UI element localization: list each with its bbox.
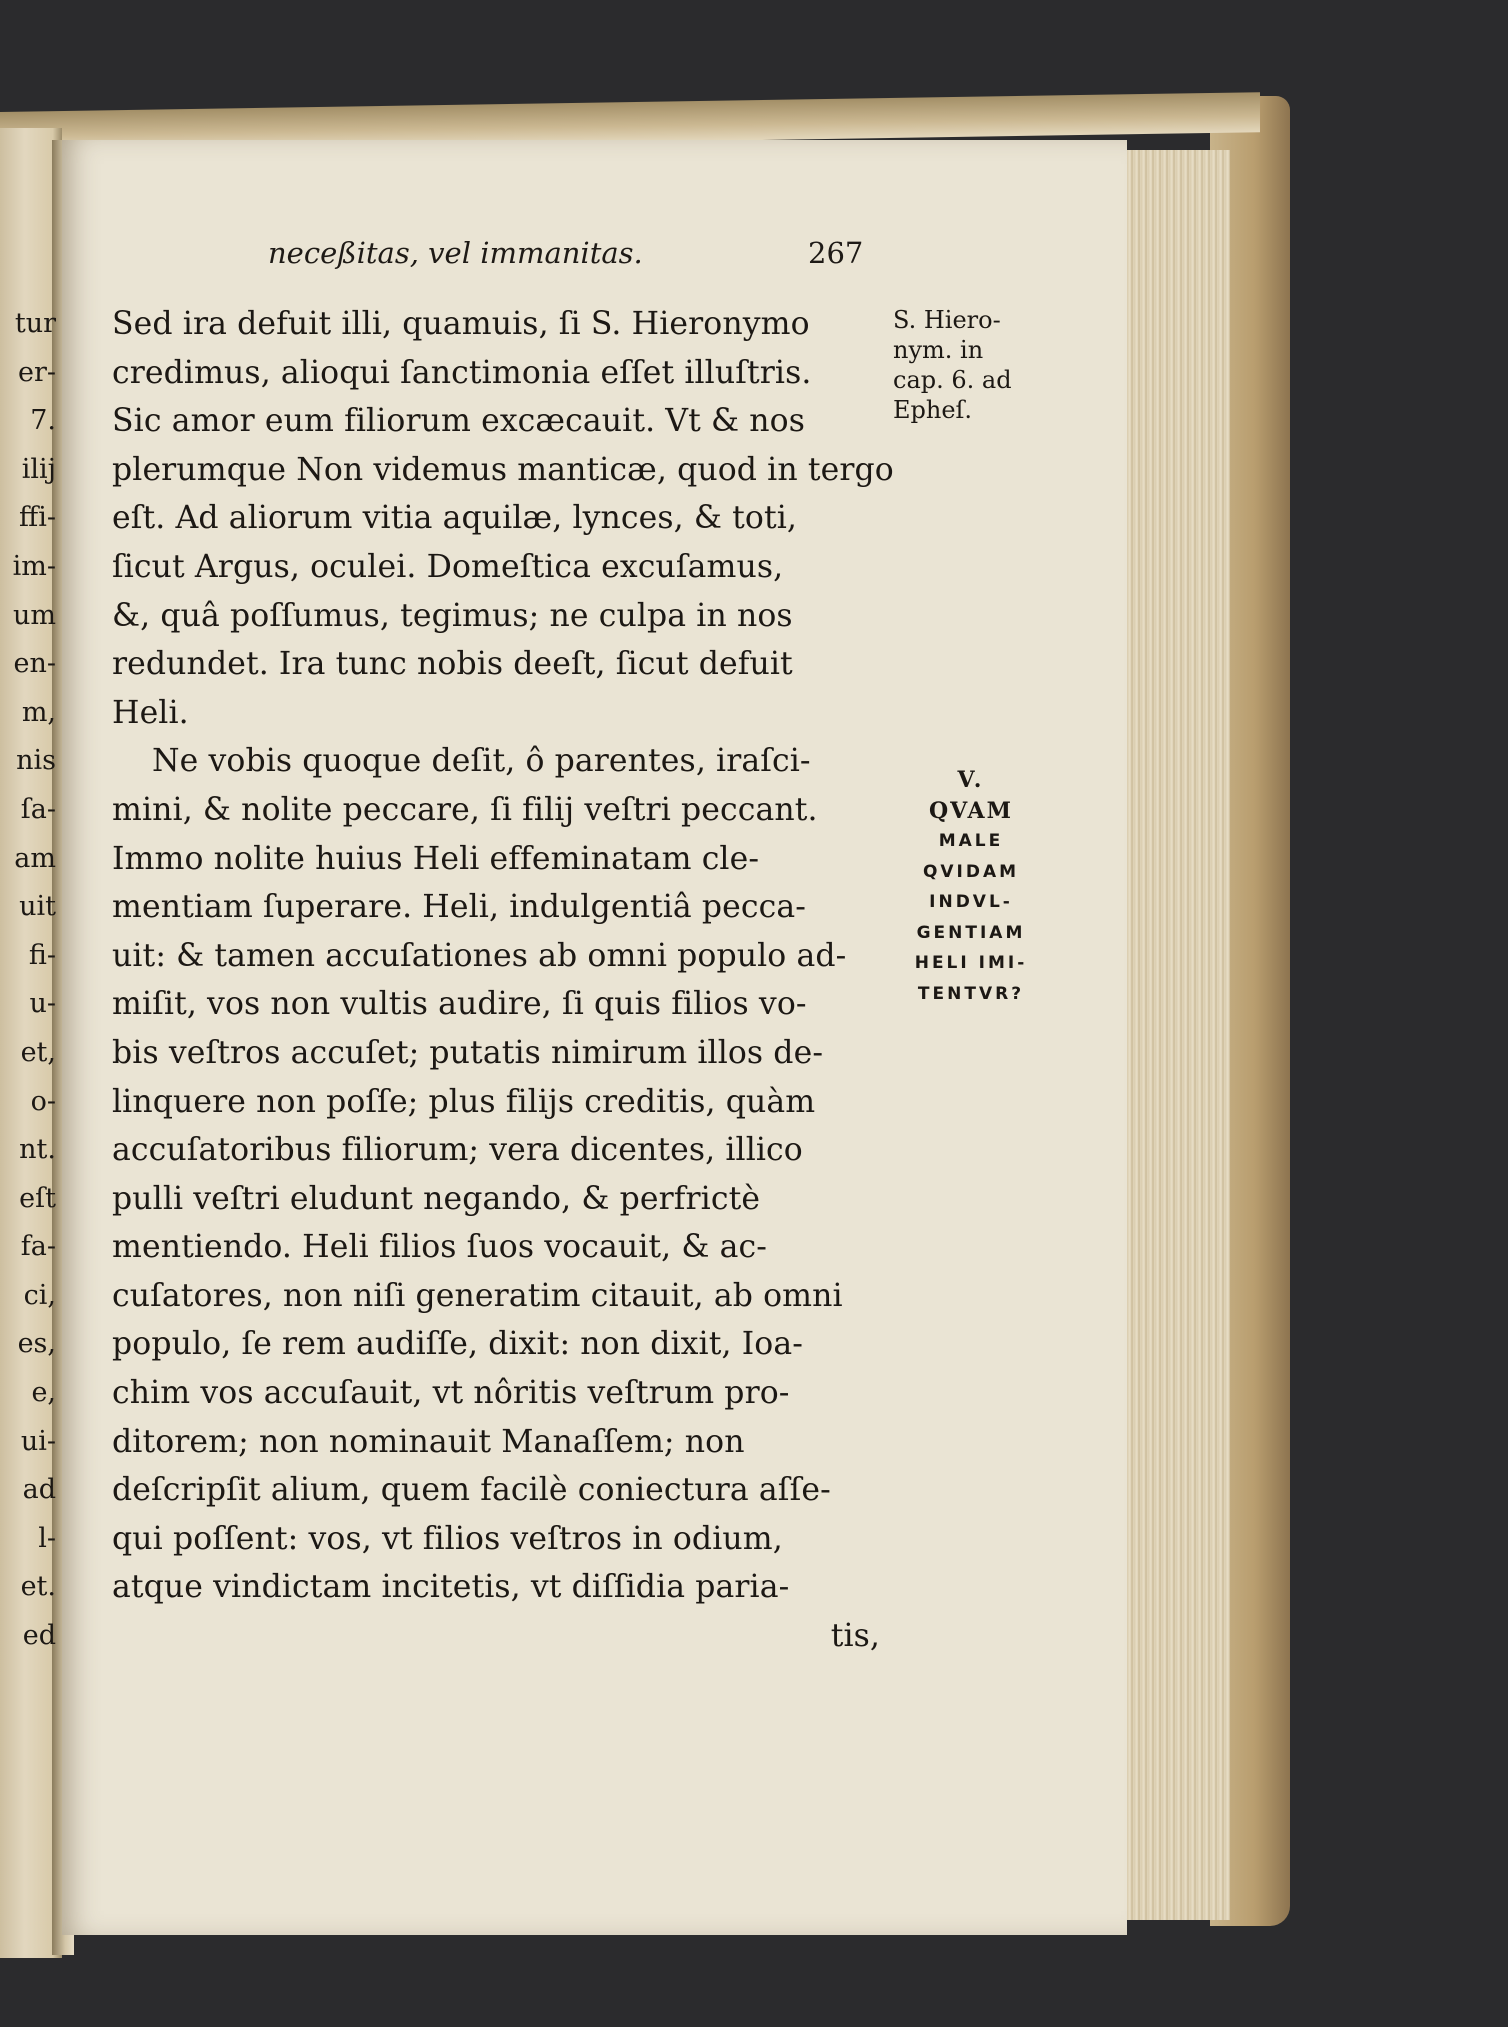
section-numeral: V. bbox=[957, 767, 985, 793]
left-page-fragment: eſt bbox=[19, 1182, 56, 1214]
left-page-fragment: ilij bbox=[21, 453, 56, 485]
text-line: mini, & nolite peccare, ſi filij veſtri peccant. bbox=[112, 791, 818, 828]
text-line: cuſatores, non niſi generatim citauit, ab omni bbox=[112, 1277, 843, 1314]
side-heading-line: QVAM bbox=[929, 797, 1013, 824]
text-line: &, quâ poſſumus, tegimus; ne culpa in nos bbox=[112, 597, 793, 634]
left-page-fragment: o- bbox=[30, 1085, 56, 1117]
left-page-fragment: um bbox=[13, 599, 56, 631]
text-line: Ne vobis quoque deſit, ô parentes, iraſci- bbox=[152, 743, 811, 780]
text-line: pulli veſtri eludunt negando, & perfrictè bbox=[112, 1180, 761, 1217]
text-line: eſt. Ad aliorum vitia aquilæ, lynces, & toti, bbox=[112, 500, 797, 537]
running-title: neceßitas, vel immanitas. bbox=[268, 236, 643, 270]
text-line: credimus, alioqui ſanctimonia eſſet illuſtris. bbox=[112, 354, 812, 391]
previous-page-text bbox=[0, 300, 56, 1661]
text-line: uit: & tamen accuſationes ab omni populo ad- bbox=[112, 937, 847, 974]
text-line: qui poſſent: vos, vt filios veſtros in odium, bbox=[112, 1520, 783, 1557]
left-page-fragment: 7. bbox=[30, 405, 56, 437]
side-heading-line: MALE bbox=[938, 831, 1004, 851]
side-heading-line: HELI IMI- bbox=[914, 953, 1028, 973]
side-heading-line: INDVL- bbox=[929, 892, 1013, 912]
left-page-fragment: uit bbox=[19, 891, 56, 923]
text-line: Sed ira defuit illi, quamuis, ſi S. Hieronymo bbox=[112, 306, 810, 342]
text-line: mentiam ſuperare. Heli, indulgentiâ pecca- bbox=[112, 889, 807, 926]
text-line: accuſatoribus filiorum; vera dicentes, illico bbox=[112, 1132, 803, 1169]
margin-note-line: Epheſ. bbox=[893, 396, 973, 424]
side-heading-line: GENTIAM bbox=[916, 922, 1026, 943]
left-page-fragment: et, bbox=[20, 1036, 56, 1068]
text-line: Sic amor eum filiorum excæcauit. Vt & nos bbox=[112, 403, 805, 440]
main-text bbox=[112, 300, 894, 1661]
margin-note-line: S. Hiero- bbox=[893, 306, 1001, 334]
left-page-fragment: et. bbox=[20, 1571, 56, 1603]
text-line: Immo nolite huius Heli effeminatam cle- bbox=[112, 840, 760, 877]
left-page-fragment: ui- bbox=[20, 1425, 56, 1457]
text-line: deſcripſit alium, quem facilè coniectura aſſe- bbox=[112, 1472, 831, 1509]
text-line: populo, ſe rem audiſſe, dixit: non dixit, Ioa- bbox=[112, 1326, 803, 1363]
left-page-fragment: e, bbox=[31, 1377, 56, 1409]
text-line: mentiendo. Heli filios ſuos vocauit, & ac- bbox=[112, 1229, 767, 1266]
side-heading-line: TENTVR? bbox=[917, 983, 1025, 1004]
text-line: ſicut Argus, oculei. Domeſtica excuſamus, bbox=[112, 548, 784, 585]
margin-note-line: nym. in bbox=[893, 336, 984, 364]
text-line: atque vindictam incitetis, vt diſſidia paria- bbox=[112, 1569, 790, 1606]
left-page-fragment: ci, bbox=[23, 1279, 56, 1311]
left-page-fragment: am bbox=[14, 842, 56, 874]
left-page-fragment: tur bbox=[14, 308, 56, 339]
left-page-fragment: im- bbox=[12, 550, 56, 582]
side-heading bbox=[886, 765, 1056, 1009]
text-line: redundet. Ira tunc nobis deeſt, ſicut defuit bbox=[112, 646, 793, 683]
margin-citation bbox=[893, 305, 1053, 425]
left-page-fragment: ffi- bbox=[19, 502, 56, 534]
left-page-fragment: nt. bbox=[19, 1134, 56, 1166]
running-head bbox=[268, 236, 888, 270]
page-edges bbox=[1120, 150, 1230, 1920]
left-page-fragment: en- bbox=[13, 648, 56, 680]
left-page-fragment: nis bbox=[16, 745, 56, 777]
left-page-fragment: ad bbox=[22, 1474, 56, 1506]
left-page-fragment: fi- bbox=[28, 939, 56, 971]
text-line: chim vos accuſauit, vt nôritis veſtrum pro- bbox=[112, 1375, 790, 1412]
left-page-fragment: l- bbox=[38, 1522, 56, 1554]
left-page-fragment: fa- bbox=[20, 1231, 56, 1263]
left-page-fragment: u- bbox=[29, 988, 56, 1020]
margin-note-line: cap. 6. ad bbox=[893, 366, 1012, 394]
page-number: 267 bbox=[808, 236, 864, 270]
left-page-fragment: m, bbox=[21, 696, 56, 728]
text-line: ditorem; non nominauit Manaſſem; non bbox=[112, 1423, 745, 1460]
left-page-fragment: ed bbox=[22, 1620, 56, 1652]
side-heading-line: QVIDAM bbox=[922, 861, 1020, 882]
text-line: plerumque Non videmus manticæ, quod in tergo bbox=[112, 451, 894, 488]
text-line: miſit, vos non vultis audire, ſi quis filios vo- bbox=[112, 986, 807, 1023]
text-line: Heli. bbox=[112, 694, 189, 731]
left-page-fragment: er- bbox=[17, 356, 56, 388]
left-page-fragment: es, bbox=[17, 1328, 56, 1360]
left-page-fragment: ſa- bbox=[20, 793, 56, 825]
text-line: linquere non poſſe; plus filijs creditis, quàm bbox=[112, 1083, 816, 1120]
catchword: tis, bbox=[830, 1618, 880, 1655]
text-line: bis veſtros accuſet; putatis nimirum illos de- bbox=[112, 1034, 824, 1071]
